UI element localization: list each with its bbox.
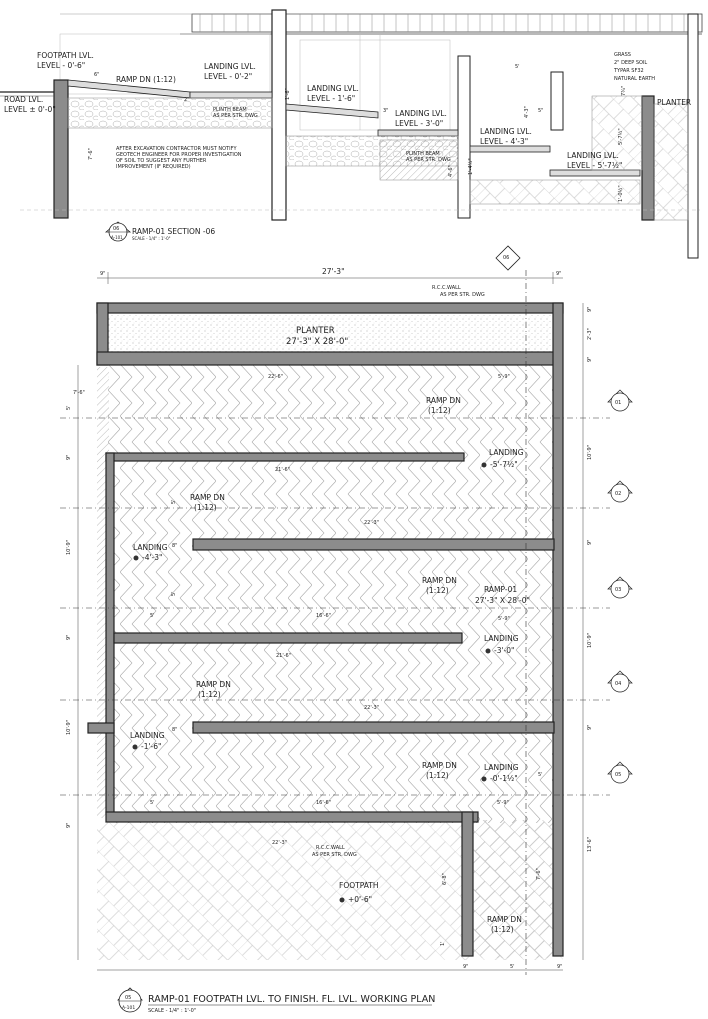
section-dim-6in: 6" bbox=[94, 72, 100, 78]
section-dim-3in: 3" bbox=[383, 108, 389, 114]
section-dim-5-7half: 5'-7½" bbox=[618, 128, 624, 145]
svg-text:-3'-0": -3'-0" bbox=[494, 646, 515, 655]
dim-right-9-d: 9" bbox=[587, 724, 593, 730]
landing2-label: LANDING LVL. bbox=[307, 84, 359, 93]
landing3-label: LANDING LVL. bbox=[395, 109, 447, 118]
dim-right-10-9-b: 10'-9" bbox=[587, 632, 593, 648]
footpath-level: +0'-6" bbox=[348, 895, 373, 904]
dim-5-a: 5' bbox=[150, 613, 155, 619]
ramp-slope-1: (1:12) bbox=[428, 406, 451, 415]
landing4-label: LANDING LVL. bbox=[480, 127, 532, 136]
section-dim-2in: 2" bbox=[184, 97, 190, 103]
section-title-tag bbox=[106, 222, 130, 241]
plan-title-tag bbox=[118, 988, 142, 1012]
ramp-label-2: RAMP DN bbox=[190, 493, 225, 502]
dim-right-2-3: 2'-3" bbox=[587, 328, 593, 340]
section-tag-num: 06 bbox=[113, 226, 120, 232]
section-dim-1-6: 1'-6" bbox=[285, 88, 291, 100]
landing1-level: LEVEL - 0'-2" bbox=[204, 72, 253, 81]
rcc-wall-note-3: R.C.C.WALL bbox=[316, 845, 345, 851]
dim-5-b: 5' bbox=[150, 800, 155, 806]
plan-scale: SCALE - 1/4" : 1'-0" bbox=[148, 1008, 197, 1014]
dim-5-9-c: 5'-9" bbox=[497, 800, 509, 806]
dim-21-6-a: 21'-6" bbox=[275, 467, 291, 473]
section-marker-01 bbox=[608, 390, 632, 411]
dim-right-13-6: 13'-6" bbox=[587, 836, 593, 852]
section-marker-05 bbox=[608, 762, 632, 783]
plan-drawing bbox=[60, 246, 632, 1014]
svg-text:05: 05 bbox=[615, 772, 622, 778]
section-scale: SCALE - 1/4" : 1'-0" bbox=[132, 236, 171, 241]
top-dim-mid: 27'-3" bbox=[322, 267, 345, 276]
section-dim-4-6: 4'-6" bbox=[448, 165, 454, 177]
note-line-1: AFTER EXCAVATION CONTRACTOR MUST NOTIFY bbox=[116, 146, 237, 152]
dim-right-9-c: 9" bbox=[587, 539, 593, 545]
ramp-label-1: RAMP DN bbox=[426, 396, 461, 405]
note-line-3: OF SOIL TO SUGGEST ANY FURTHER bbox=[116, 158, 207, 164]
dim-21-6-b: 21'-6" bbox=[276, 653, 292, 659]
section-dim-1-0half: 1'-0½" bbox=[618, 185, 624, 202]
section-marker-04 bbox=[608, 671, 632, 692]
rcc-wall-note-4: AS PER STR. DWG bbox=[312, 852, 357, 858]
section-marker-02 bbox=[608, 481, 632, 502]
svg-text:A-101: A-101 bbox=[122, 1006, 136, 1011]
dim-left-9-a: 9" bbox=[66, 454, 72, 460]
planter-section-label: PLANTER bbox=[657, 98, 692, 107]
dim-bottom-5: 5' bbox=[510, 964, 515, 970]
top-dim-right: 9" bbox=[556, 271, 562, 277]
dim-7-6: 7'-6" bbox=[73, 390, 85, 396]
dim-22-3-b: 22'-3" bbox=[364, 705, 380, 711]
section-tag-sub: A-101 bbox=[111, 235, 123, 240]
ramp-label-4: RAMP DN bbox=[196, 680, 231, 689]
dim-left-10-9-b: 10'-9" bbox=[66, 719, 72, 735]
note-line-2: GEOTECH ENGINEER FOR PROPER INVESTIGATION bbox=[116, 152, 242, 158]
typar-label: TYPAR SF32 bbox=[614, 68, 644, 74]
dim-right-5: 5' bbox=[538, 772, 543, 778]
dim-left-8-a: 8" bbox=[172, 543, 178, 549]
dim-left-10-9: 10'-9" bbox=[66, 539, 72, 555]
section-dim-4-3: 4'-3" bbox=[524, 106, 530, 118]
plinth-beam-2b: AS PER STR. DWG bbox=[406, 157, 451, 163]
dim-right-10-9: 10'-9" bbox=[587, 444, 593, 460]
landing5-label: LANDING LVL. bbox=[567, 151, 619, 160]
dim-16-6-b: 16'-6" bbox=[316, 800, 332, 806]
svg-text:-4'-3": -4'-3" bbox=[142, 553, 163, 562]
dim-6-8: 6'-8" bbox=[442, 873, 448, 885]
dim-22-6: 22'-6" bbox=[268, 374, 284, 380]
dim-left-8-b: 8" bbox=[172, 727, 178, 733]
svg-text:05: 05 bbox=[125, 995, 132, 1001]
dim-22-3-c: 22'-3" bbox=[272, 840, 288, 846]
dim-22-3-a: 22'-3" bbox=[364, 520, 380, 526]
rcc-wall-note-1: R.C.C.WALL bbox=[432, 285, 461, 291]
landing4-level: LEVEL - 4'-3" bbox=[480, 137, 529, 146]
section-marker-03 bbox=[608, 577, 632, 598]
svg-text:02: 02 bbox=[615, 491, 622, 497]
plinth-beam-2: PLINTH BEAM bbox=[406, 151, 440, 157]
grass-label: GRASS bbox=[614, 52, 631, 58]
section-dim-5in: 5" bbox=[538, 108, 544, 114]
dim-left-5-c: 5' bbox=[171, 499, 177, 504]
ramp-slope-5: (1:12) bbox=[426, 771, 449, 780]
top-dim-left: 9" bbox=[100, 271, 106, 277]
road-level-value: LEVEL ± 0'-0" bbox=[4, 105, 56, 114]
road-lvl-label: ROAD LVL. bbox=[4, 95, 44, 104]
ramp-label-3: RAMP DN bbox=[422, 576, 457, 585]
plan-title: RAMP-01 FOOTPATH LVL. TO FINISH. FL. LVL. WORKING PLAN bbox=[148, 994, 436, 1005]
ramp-label-5: RAMP DN bbox=[422, 761, 457, 770]
svg-text:LANDING: LANDING bbox=[484, 634, 519, 643]
rcc-wall-note-2: AS PER STR. DWG bbox=[440, 292, 485, 298]
dim-1ft: 1' bbox=[440, 941, 446, 946]
dim-right-9: 9" bbox=[587, 306, 593, 312]
landing5-level: LEVEL - 5'-7½" bbox=[567, 161, 623, 170]
svg-text:LANDING: LANDING bbox=[130, 731, 165, 740]
planter-size: 27'-3" X 28'-0" bbox=[286, 337, 349, 347]
svg-text:LANDING: LANDING bbox=[489, 448, 524, 457]
dim-5-9-b: 5'-9" bbox=[498, 616, 510, 622]
section-dim-7-3q: 7¾" bbox=[621, 85, 627, 96]
footpath-lvl-label: FOOTPATH LVL. bbox=[37, 51, 94, 60]
svg-text:-5'-7½": -5'-7½" bbox=[490, 460, 518, 469]
dim-left-9-c: 9" bbox=[66, 822, 72, 828]
dim-right-9-b: 9" bbox=[587, 356, 593, 362]
soil-label: 2" DEEP SOIL bbox=[614, 60, 648, 66]
dim-7-6-b: 7'-6" bbox=[536, 868, 542, 880]
dim-left-5-a: 5' bbox=[66, 405, 72, 410]
section-dim-1-4half: 1'-4½" bbox=[468, 158, 474, 175]
plinth-beam-1: PLINTH BEAM bbox=[213, 107, 247, 113]
ramp-slope-2: (1:12) bbox=[194, 503, 217, 512]
ramp-slope-4: (1:12) bbox=[198, 690, 221, 699]
dim-left-9-b: 9" bbox=[66, 634, 72, 640]
svg-text:LANDING: LANDING bbox=[484, 763, 519, 772]
svg-text:06: 06 bbox=[503, 255, 510, 261]
svg-text:-0'-1½": -0'-1½" bbox=[490, 774, 518, 783]
section-dim-5ft: 5' bbox=[515, 64, 520, 70]
landing1-label: LANDING LVL. bbox=[204, 62, 256, 71]
ramp-label-6: RAMP DN bbox=[487, 915, 522, 924]
section-drawing bbox=[0, 10, 702, 258]
note-line-4: IMPROVEMENT (IF REQUIRED) bbox=[116, 164, 191, 170]
section-title: RAMP-01 SECTION -06 bbox=[132, 227, 216, 236]
svg-text:04: 04 bbox=[615, 681, 622, 687]
natural-earth-label: NATURAL EARTH bbox=[614, 76, 656, 82]
svg-text:01: 01 bbox=[615, 400, 622, 406]
section-dim-7-6: 7'-6" bbox=[88, 148, 94, 160]
dim-5-9-a: 5'-9" bbox=[498, 374, 510, 380]
dim-bottom-9-b: 9" bbox=[557, 964, 563, 970]
dim-16-6-a: 16'-6" bbox=[316, 613, 332, 619]
planter-name: PLANTER bbox=[296, 326, 335, 336]
ramp-slope-3: (1:12) bbox=[426, 586, 449, 595]
landing3-level: LEVEL - 3'-0" bbox=[395, 119, 444, 128]
ramp01-name: RAMP-01 bbox=[484, 585, 518, 594]
footpath-name: FOOTPATH bbox=[339, 881, 379, 890]
svg-text:LANDING: LANDING bbox=[133, 543, 168, 552]
plinth-beam-1b: AS PER STR. DWG bbox=[213, 113, 258, 119]
section-marker-06 bbox=[496, 246, 520, 270]
ramp-dn-label: RAMP DN (1:12) bbox=[116, 75, 176, 84]
svg-text:03: 03 bbox=[615, 587, 622, 593]
ramp01-size: 27'-3" X 28'-0" bbox=[475, 596, 530, 605]
ramp-slope-6: (1:12) bbox=[491, 925, 514, 934]
footpath-level-value: LEVEL - 0'-6" bbox=[37, 61, 86, 70]
svg-text:-1'-6": -1'-6" bbox=[141, 742, 162, 751]
dim-bottom-9-a: 9" bbox=[463, 964, 469, 970]
dim-left-5-b: 5' bbox=[171, 591, 177, 596]
landing2-level: LEVEL - 1'-6" bbox=[307, 94, 356, 103]
